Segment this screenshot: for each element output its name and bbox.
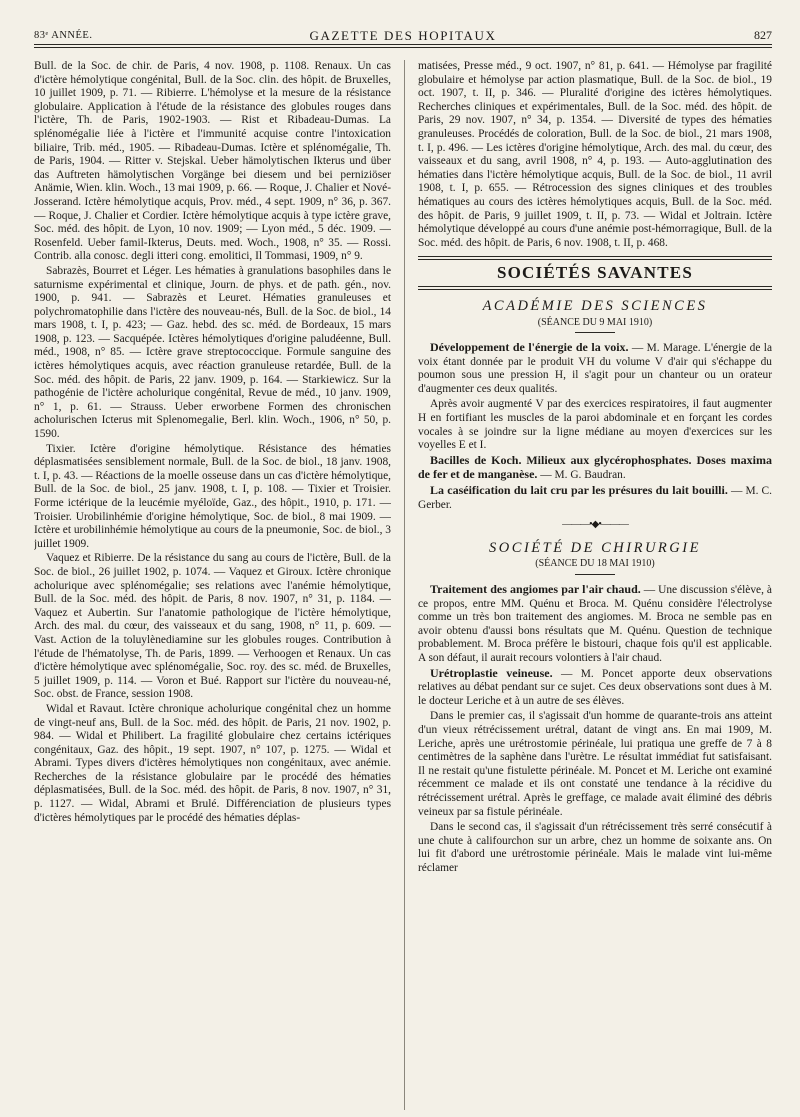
section-rule-top-double: [418, 259, 772, 260]
header-rule-double: [34, 47, 772, 48]
bibliography-paragraph: Tixier. Ictère d'origine hémolytique. Résistance des hématies déplasmatisées sensiblement normale, Bull. de la Soc. de biol., 18 janv. 1908, t. I, p. 43. — Réactions de la moelle osseuse dans un cas d'ictère hémolytique, Bull. de la Soc. de biol., 25 janv. 1908, t. I, p. 108. — Tixier et Troisier. Forme ictérique de la leucémie myéloïde, Gaz., des hôpit., 1910, p. 171. — Troisier. Urobilinhémie d'origine hémolytique, Soc. de biol., 8 mai 1909. — Ictère et urobilinhémie hémolytique au cours de la pneumonie, Soc. de biol., 3 juillet 1909.: [34, 442, 391, 550]
item-title: La caséification du lait cru par les présures du lait bouilli.: [430, 483, 728, 498]
item-text: — M. Marage. L'énergie de la voix étant donnée par le produit VH du volume V d'air qui s'échappe du poumon sous une pression H, il s'agit pour un chanteur ou un orateur d'augmenter ces deux qualités.: [418, 342, 772, 395]
column-divider: [404, 60, 405, 1110]
short-rule: [575, 574, 615, 575]
item-title: Développement de l'énergie de la voix.: [430, 340, 629, 355]
item-text: — M. C. Gerber.: [418, 485, 772, 511]
section-title: SOCIÉTÉS SAVANTES: [496, 263, 693, 283]
item-title: Traitement des angiomes par l'air chaud.: [430, 582, 641, 596]
item-text: — M. Poncet apporte deux observations relatives au débat pendant sur ce sujet. Ces deux observations sont dues à M. le docteur Leriche et à un autre de ses élèves.: [418, 667, 772, 707]
bibliography-paragraph: Sabrazès, Bourret et Léger. Les hématies à granulations basophiles dans le saturnisme expérimental et clinique, Journ. de phys. et de path. gén., nov. 1900, p. 941. — Sabrazès et Leuret. Hématies granuleuses et polychromatophilie dans l'ictère des nouveau-nés, Bull. de la Soc. de biol., 14 mars 1908, t. I, p. 423; — Gaz. hebd. des sc. méd. de Bordeaux, 15 mars 1908, p. 123. — Sacquépée. Ictères hémolytiques d'origine paludéenne, Bull. méd., 1908, n° 85. — Ictère grave streptococcique. Formule sanguine des ictères hémolytiques acquis, avec réaction granuleuse retardée, Bull. de la Soc. méd. des hôpit. de Paris, 22 janv. 1909, p. 164. — Starkiewicz. Sur la pathogénie de l'ictère acholurique congénital, Revue de méd., 10 janv. 1909, n° 1, p. 61. — Strauss. Ueber erworbene Formen des chronischen acholurischen Icterus mit Splenomegalie, Berl. klin. Woch., 1906, n° 50, p. 1590.: [34, 264, 391, 441]
academie-item: [418, 341, 772, 396]
academie-item: [418, 454, 772, 483]
bibliography-continuation: matisées, Presse méd., 9 oct. 1907, n° 81, p. 641. — Hémolyse par fragilité globulaire et hémolyse par action plasmatique, Bull. de la Soc. de biol., 19 oct. 1907, t. II, p. 346. — Pluralité d'origine des ictères hémolytiques. Recherches cliniques et expérimentales, Bull. de la Soc. méd. des hôpit. de Paris, 29 nov. 1907, n° 34, p. 1354. — Diversité de types des hématies granuleuses. Procédés de coloration, Bull. de la Soc. de biol., 21 mars 1908, t. I, p. 496. — Les ictères d'origine hémolytique, Arch. des mal. du cœur, des vaisseaux et du sang, avril 1908, n° 4, p. 193. — Auto-agglutination des hématies dans l'ictère hémolytique acquis, Bull. de la Soc. de biol., 11 avril 1908, t. I, p. 655. — Rétrocession des signes cliniques et des troubles hématiques au cours des ictères hémolytiques acquis, Bull. de la Soc. méd. des hôpit. de Paris, 9 juillet 1909, t. II, p. 73. — Widal et Joltrain. Ictère hémolytique développé au cours d'une anémie post-hémorragique, Bull. de la Soc. méd. des hôpit. de Paris, 6 nov. 1908, t. II, p. 468.: [418, 60, 772, 249]
item-text: Dans le second cas, il s'agissait d'un rétrécissement très serré consécutif à une chute à califourchon sur un arbre, chez un homme de soixante ans. On lui fit d'abord une urétrostomie périnéale. Mais le malade vint lui-même réclamer: [418, 821, 772, 874]
chirurgie-title: SOCIÉTÉ DE CHIRURGIE: [489, 539, 701, 556]
academie-title: ACADÉMIE DES SCIENCES: [482, 297, 708, 314]
page-header: [34, 26, 772, 44]
item-text: Dans le premier cas, il s'agissait d'un homme de quarante-trois ans atteint d'un vieux rétrécissement urétral, datant de vingt ans. En mai 1909, M. Leriche, après une urétrostomie périnéale, lui pratiqua une greffe de 7 à 8 centimètres de la saphène dans l'urètre. Le résultat immédiat fut satisfaisant. Il ne restait qu'une fistulette périnéale. M. Poncet et M. Leriche ont examiné récemment ce malade et ils ont constaté une tendance à la récidive du rétrécissement urétral. Après le greffage, ce malade avait éliminé des débris veineux par sa fistule périnéale.: [418, 710, 772, 818]
short-rule: [575, 332, 615, 333]
header-page-number: 827: [754, 28, 772, 42]
chirurgie-item: [418, 820, 772, 875]
bibliography-paragraph: Vaquez et Ribierre. De la résistance du sang au cours de l'ictère, Bull. de la Soc. de biol., 26 juillet 1902, p. 1074. — Vaquez et Giroux. Ictère chronique acholurique avec splénomégalie; ses relations avec l'anémie hémolytique, Bull. de la Soc. méd. des hôpit. de Paris, 8 nov. 1907, n° 31, p. 1184. — Vaquez et Aubertin. Sur l'anatomie pathologique de l'ictère hémolytique, Arch. des mal. du cœur, des vaisseaux et du sang, 1908, n° 11, p. 609. — Vast. Action de la toluylènediamine sur les globules rouges. Contribution à l'étude de l'hématolyse, Th. de Paris, 1899. — Verhoogen et Renaux. Un cas d'ictère hémolytique avec splénomégalie, Soc. roy. des sc. méd. de Bruxelles, 5 juillet 1909, p. 114. — Voron et Bué. Rapport sur l'ictère du nouveau-né, Soc. obst. de France, session 1908.: [34, 552, 391, 701]
header-rule: [34, 44, 772, 45]
academie-item: [418, 397, 772, 452]
academie-item: [418, 484, 772, 512]
item-text: — Une discussion s'élève, à ce propos, entre MM. Quénu et Broca. M. Quénu considère l'électrolyse comme un très bon traitement des angiomes. M. Broca ne semble pas en avoir obtenu d'aussi bons résultats que M. Quénu. Question de technique probablement. M. Broca préfère le bistouri, chaque fois qu'il est applicable. A son défaut, il aurait recours volontiers à l'air chaud.: [418, 584, 772, 664]
chirurgie-item: [418, 583, 772, 666]
section-rule-top: [418, 256, 772, 257]
chirurgie-item: [418, 709, 772, 819]
section-rule-bottom-double: [418, 289, 772, 290]
item-title: Bacilles de Koch. Milieux aux glycérophosphates. Doses maxima de fer et de manganèse.: [418, 452, 772, 482]
bibliography-paragraph: Widal et Ravaut. Ictère chronique acholurique congénital chez un homme de vingt-neuf ans, Bull. de la Soc. méd. des hôpit. de Paris, 21 nov. 1902, p. 984. — Widal et Philibert. La fragilité globulaire chez certains ictériques congénitaux, Gaz. des hôpit., 19 sept. 1907, n° 107, p. 1275. — Widal et Abrami. Types divers d'ictères hémolytiques non congénitaux, avec anémie. Recherches de la résistance globulaire par le procédé des hématies déplasmatisées, Bull. de la Soc. méd. des hôpit. de Paris, 8 nov. 1907, n° 31, p. 1127. — Widal, Abrami et Brulé. Différenciation de plusieurs types d'ictères hémolytiques par le procédé des hématies déplas-: [34, 702, 391, 824]
right-column: [418, 60, 772, 1110]
section-rule-bottom: [418, 286, 772, 287]
header-year: 83ᵉ ANNÉE.: [34, 30, 93, 41]
item-text: — M. G. Baudran.: [537, 469, 626, 482]
ornament-divider: ———•◆•———: [562, 519, 628, 531]
bibliography-paragraph: Bull. de la Soc. de chir. de Paris, 4 nov. 1908, p. 1108. Renaux. Un cas d'ictère hémolytique congénital, Bull. de la Soc. clin. des hôpit. de Bruxelles, 10 juillet 1909, p. 71. — Ribierre. L'hémolyse et la mesure de la résistance globulaire. Application à l'étude de la résistance des globules rouges dans l'ictère, Th. de Paris, 1902-1903. — Rist et Ribadeau-Dumas. La splénomégalie liée à l'ictère et l'immunité acquise contre l'intoxication biliaire, Trib. méd., 1905. — Ribadeau-Dumas. Ictère et splénomégalie, Th. de Paris, 1904. — Ritter v. Stejskal. Ueber hämolytischen Ikterus und über das Auftreten hämolytischen Vorgänge bei diesem und bei perniziöser Anämie, Wien. klin. Woch., 13 mai 1909, p. 66. — Roque, J. Chalier et Nové-Josserand. Ictère hémolytique acquis, Prov. méd., 4 sept. 1909, n° 36, p. 367. — Roque, J. Chalier et Cordier. Ictère hémolytique acquis à type ictère grave, Soc. méd. des hôpit. de Lyon, 10 nov. 1909; — Lyon méd., 5 déc. 1909. — Rosenfeld. Ueber famil-Ikterus, Deuts. med. Woch., 1908, n° 35. — Rossi. Contrib. alla conosc. degli itteri cong. emolitici, Il Tommasi, 1909, n° 9.: [34, 60, 391, 263]
item-title: Urétroplastie veineuse.: [430, 665, 553, 680]
academie-seance: (SÉANCE DU 9 MAI 1910): [537, 316, 653, 328]
chirurgie-seance: (SÉANCE DU 18 MAI 1910): [535, 558, 655, 570]
header-title: GAZETTE DES HOPITAUX: [309, 28, 497, 43]
left-column: [34, 60, 391, 1110]
item-text: Après avoir augmenté V par des exercices respiratoires, il faut augmenter H en fortifiant les muscles de la paroi abdominale et en forçant les cordes vocales à se joindre sur la ligne médiane au moyen d'exercices sur les voyelles E et I.: [418, 398, 772, 452]
chirurgie-item: [418, 667, 772, 709]
